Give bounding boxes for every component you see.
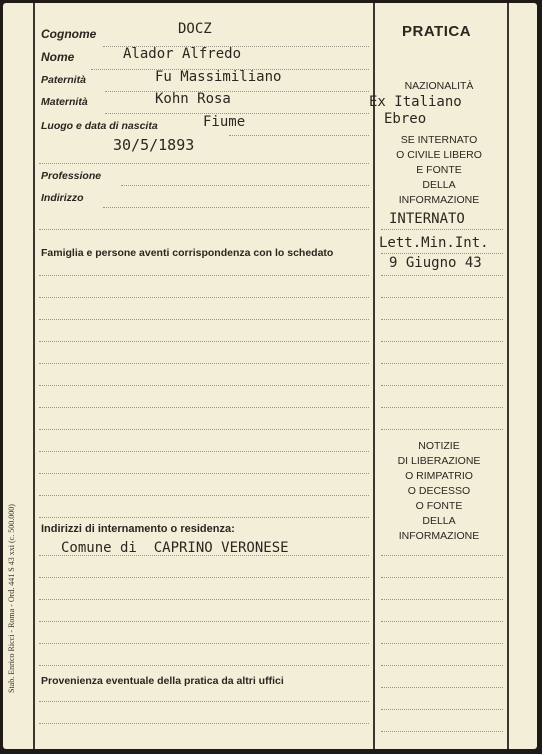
dotted-line (381, 555, 503, 556)
internamento-value: Comune di CAPRINO VERONESE (61, 540, 289, 556)
nome-label: Nome (41, 50, 75, 64)
dotted-line (39, 517, 369, 518)
caption-line: INFORMAZIONE (398, 530, 480, 542)
caption-line: O DECESSO (407, 485, 471, 497)
dotted-line (103, 207, 369, 208)
nazionalita-value-2: Ebreo (384, 111, 427, 127)
provenienza-label: Provenienza eventuale della pratica da altri uffici (41, 675, 284, 687)
dotted-line (39, 385, 369, 386)
fonte-value-2: 9 Giugno 43 (389, 255, 482, 271)
dotted-line (39, 473, 369, 474)
dotted-line (381, 665, 503, 666)
dotted-line (39, 297, 369, 298)
pratica-title: PRATICA (402, 23, 472, 40)
left-margin-rule (33, 3, 35, 749)
record-card (3, 3, 537, 749)
caption-line: O RIMPATRIO (405, 470, 473, 482)
printer-note: Stab. Enrico Ricci - Roma - Ord. 441 S 43 xxi (c. 500.000) (7, 504, 16, 693)
nazionalita-value-1: Ex Italiano (369, 94, 462, 110)
caption-line: INFORMAZIONE (398, 194, 480, 206)
dotted-line (39, 723, 369, 724)
dotted-line (381, 643, 503, 644)
right-margin-rule (507, 3, 509, 749)
dotted-line (381, 429, 503, 430)
dotted-line (381, 687, 503, 688)
caption-line: O FONTE (415, 500, 463, 512)
dotted-line (39, 495, 369, 496)
caption-line: SE INTERNATO (400, 134, 478, 146)
dotted-line (229, 135, 369, 136)
fonte-value-1: Lett.Min.Int. (379, 235, 489, 251)
paternita-value: Fu Massimiliano (155, 69, 282, 85)
dotted-line (121, 185, 369, 186)
dotted-line (39, 643, 369, 644)
dotted-line (39, 275, 369, 276)
dotted-line (39, 429, 369, 430)
dotted-line (381, 599, 503, 600)
caption-line: E FONTE (416, 164, 462, 176)
dotted-line (381, 229, 503, 230)
dotted-line (381, 577, 503, 578)
professione-label: Professione (41, 170, 102, 182)
dotted-line (39, 341, 369, 342)
dotted-line (381, 709, 503, 710)
cognome-label: Cognome (41, 27, 97, 41)
dotted-line (381, 363, 503, 364)
caption-line: DI LIBERAZIONE (397, 455, 481, 467)
indirizzo-label: Indirizzo (41, 192, 84, 204)
nome-value: Alador Alfredo (123, 46, 242, 62)
dotted-line (381, 253, 503, 254)
dotted-line (39, 229, 369, 230)
dotted-line (381, 319, 503, 320)
nazionalita-label: NAZIONALITÀ (404, 80, 474, 92)
dotted-line (39, 665, 369, 666)
caption-line: NOTIZIE (418, 440, 460, 452)
cognome-value: DOCZ (178, 21, 212, 37)
caption-line: O CIVILE LIBERO (396, 149, 482, 161)
dotted-line (381, 275, 503, 276)
notizie-caption (379, 439, 499, 544)
dotted-line (381, 731, 503, 732)
dotted-line (105, 91, 369, 92)
dotted-line (39, 319, 369, 320)
caption-line: DELLA (422, 179, 456, 191)
dotted-line (39, 599, 369, 600)
dotted-line (39, 407, 369, 408)
dotted-line (39, 451, 369, 452)
dotted-line (381, 621, 503, 622)
dotted-line (381, 407, 503, 408)
maternita-label: Maternità (41, 96, 88, 108)
paternita-label: Paternità (41, 74, 86, 86)
dotted-line (39, 577, 369, 578)
status-value: INTERNATO (389, 211, 465, 227)
dotted-line (381, 341, 503, 342)
column-divider (373, 3, 375, 749)
dotted-line (381, 385, 503, 386)
dotted-line (39, 701, 369, 702)
dotted-line (381, 297, 503, 298)
dotted-line (39, 363, 369, 364)
dotted-line (39, 621, 369, 622)
luogo-data-nascita-label: Luogo e data di nascita (41, 120, 158, 132)
famiglia-label: Famiglia e persone aventi corrispondenza con lo schedato (41, 247, 334, 259)
data-nascita-value: 30/5/1893 (113, 136, 195, 154)
dotted-line (39, 163, 369, 164)
status-caption (379, 133, 499, 208)
caption-line: DELLA (422, 515, 456, 527)
maternita-value: Kohn Rosa (155, 91, 231, 107)
luogo-value: Fiume (203, 114, 246, 130)
internamento-label: Indirizzi di internamento o residenza: (41, 523, 235, 535)
